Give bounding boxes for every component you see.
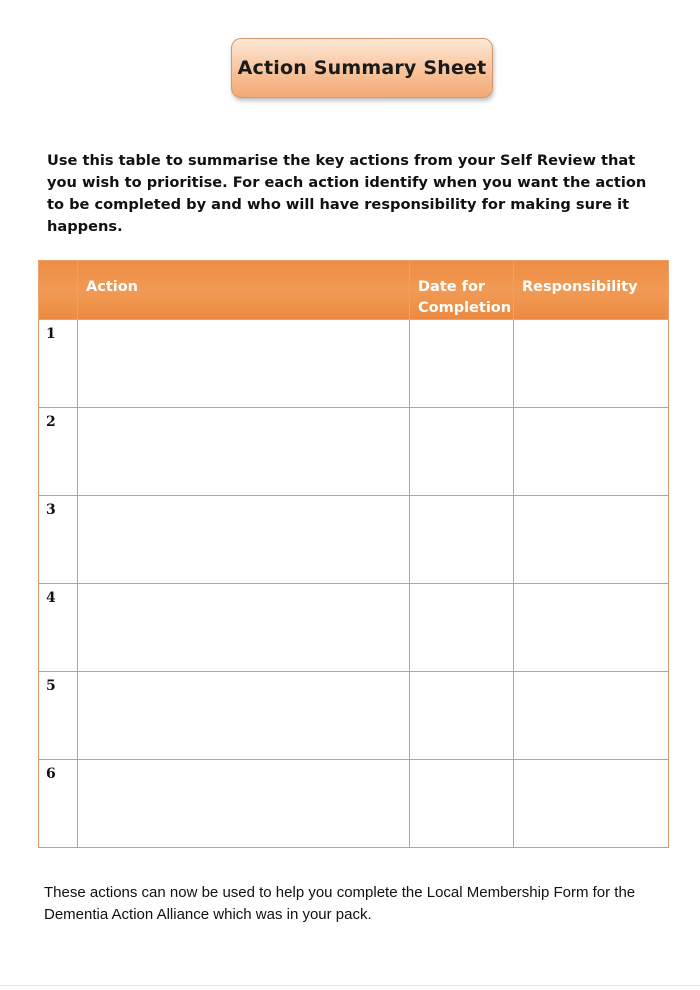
date-cell[interactable] [410, 584, 514, 672]
date-cell[interactable] [410, 672, 514, 760]
action-cell[interactable] [78, 672, 410, 760]
action-cell[interactable] [78, 760, 410, 848]
table-row [39, 584, 669, 672]
column-header-date: Date for Completion [410, 261, 514, 320]
action-cell[interactable] [78, 408, 410, 496]
date-cell[interactable] [410, 320, 514, 408]
column-header-responsibility: Responsibility [514, 261, 669, 320]
page-title: Action Summary Sheet [237, 57, 487, 79]
row-number: 2 [39, 408, 78, 496]
responsibility-cell[interactable] [514, 672, 669, 760]
footer-note: These actions can now be used to help you complete the Local Membership Form for the Dementia Action Alliance which was in your pack. [44, 884, 636, 923]
responsibility-cell[interactable] [514, 320, 669, 408]
action-cell[interactable] [78, 320, 410, 408]
responsibility-cell[interactable] [514, 760, 669, 848]
row-number: 6 [39, 760, 78, 848]
table-row [39, 408, 669, 496]
table-header-row [39, 261, 669, 320]
page-divider [0, 985, 700, 986]
table-row [39, 672, 669, 760]
row-number: 3 [39, 496, 78, 584]
title-box [231, 38, 493, 98]
column-header-number [39, 261, 78, 320]
date-cell[interactable] [410, 496, 514, 584]
responsibility-cell[interactable] [514, 496, 669, 584]
date-cell[interactable] [410, 760, 514, 848]
action-cell[interactable] [78, 584, 410, 672]
row-number: 1 [39, 320, 78, 408]
action-cell[interactable] [78, 496, 410, 584]
row-number: 5 [39, 672, 78, 760]
intro-text: Use this table to summarise the key actions from your Self Review that you wish to prioritise. For each action identify when you want the action to be completed by and who will have responsibility for making sure it happens. [47, 152, 647, 235]
responsibility-cell[interactable] [514, 408, 669, 496]
table-row [39, 496, 669, 584]
table-row [39, 320, 669, 408]
action-summary-table [38, 260, 669, 848]
row-number: 4 [39, 584, 78, 672]
column-header-action: Action [78, 261, 410, 320]
responsibility-cell[interactable] [514, 584, 669, 672]
date-cell[interactable] [410, 408, 514, 496]
table-row [39, 760, 669, 848]
